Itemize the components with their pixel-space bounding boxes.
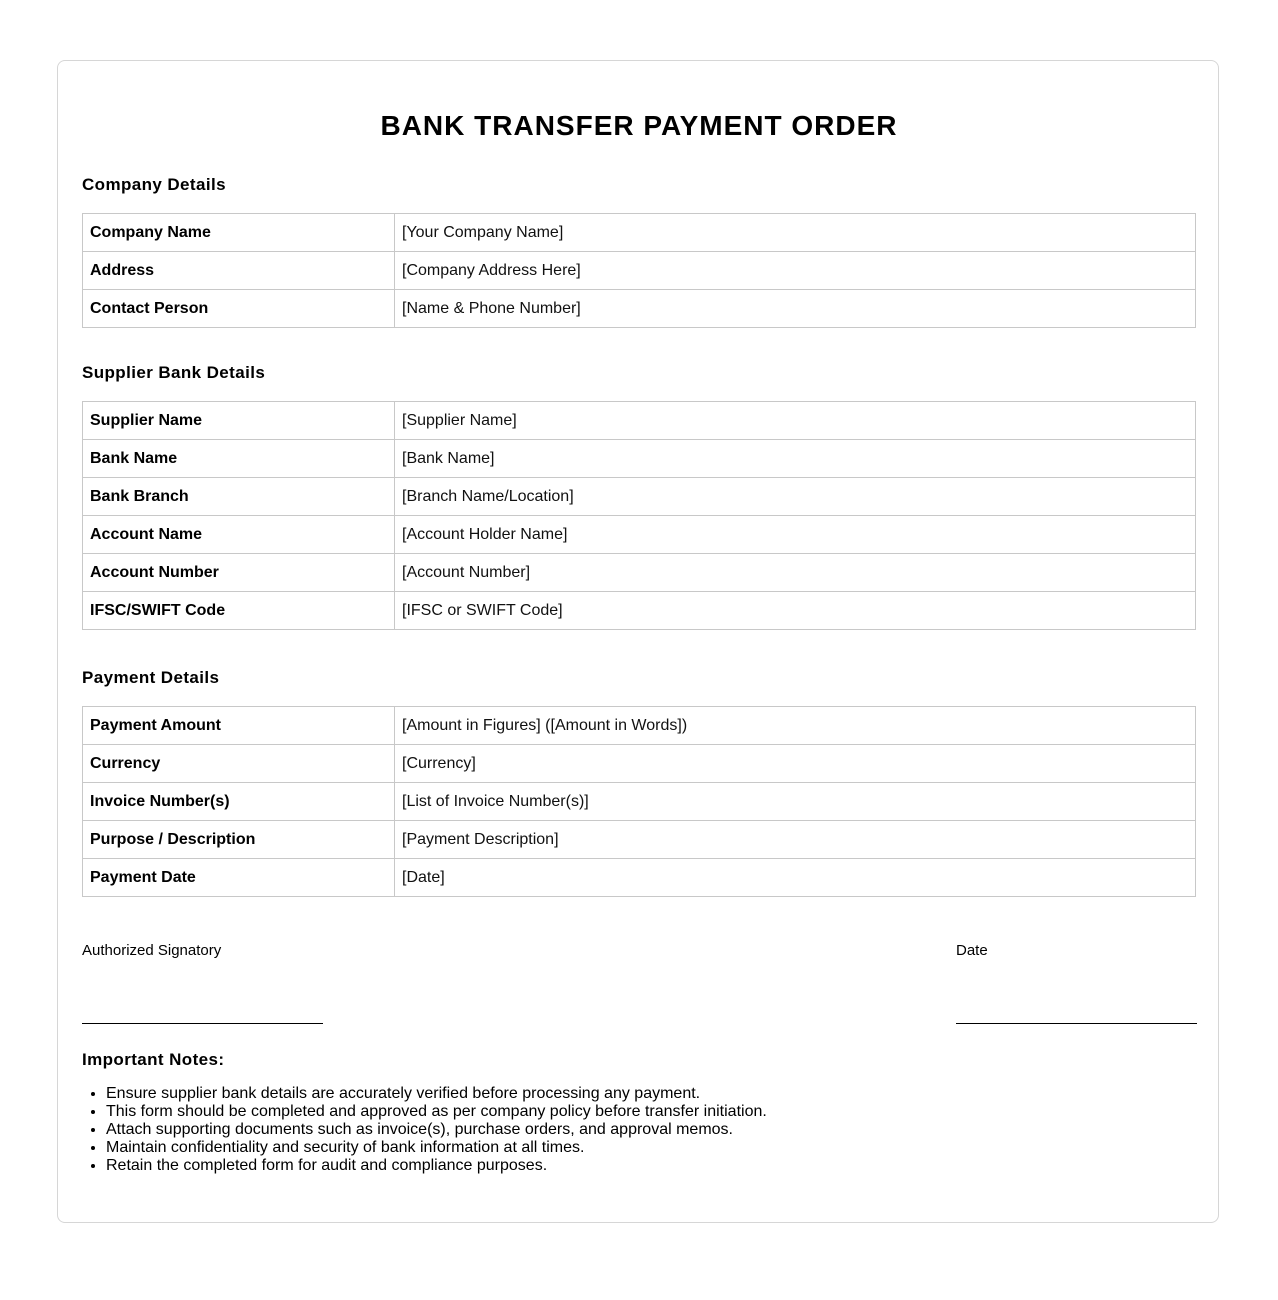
important-notes-heading: Important Notes:	[82, 1050, 225, 1069]
supplier-name-label: Supplier Name	[83, 402, 395, 440]
currency-value: [Currency]	[395, 745, 1196, 783]
payment-amount-value: [Amount in Figures] ([Amount in Words])	[395, 707, 1196, 745]
contact-person-label: Contact Person	[83, 290, 395, 328]
contact-person-value: [Name & Phone Number]	[395, 290, 1196, 328]
table-row	[83, 290, 1196, 328]
supplier-bank-details-heading: Supplier Bank Details	[82, 363, 266, 382]
ifsc-swift-code-label: IFSC/SWIFT Code	[83, 592, 395, 630]
account-number-value: [Account Number]	[395, 554, 1196, 592]
account-name-value: [Account Holder Name]	[395, 516, 1196, 554]
table-row	[83, 821, 1196, 859]
table-row	[83, 214, 1196, 252]
payment-date-label: Payment Date	[83, 859, 395, 897]
table-row	[83, 783, 1196, 821]
purpose-description-value: [Payment Description]	[395, 821, 1196, 859]
table-row	[83, 440, 1196, 478]
list-item: • Retain the completed form for audit and compliance purposes.	[106, 1157, 767, 1175]
bank-branch-value: [Branch Name/Location]	[395, 478, 1196, 516]
list-item: • Maintain confidentiality and security of bank information at all times.	[106, 1139, 767, 1157]
company-details-table	[82, 213, 1196, 328]
table-row	[83, 707, 1196, 745]
important-notes-list	[82, 1085, 767, 1175]
authorized-signatory-label: Authorized Signatory	[82, 942, 222, 959]
list-item: • Attach supporting documents such as invoice(s), purchase orders, and approval memos.	[106, 1121, 767, 1139]
date-line	[956, 1023, 1197, 1024]
address-value: [Company Address Here]	[395, 252, 1196, 290]
signature-line	[82, 1023, 323, 1024]
account-name-label: Account Name	[83, 516, 395, 554]
bank-branch-label: Bank Branch	[83, 478, 395, 516]
purpose-description-label: Purpose / Description	[83, 821, 395, 859]
payment-amount-label: Payment Amount	[83, 707, 395, 745]
invoice-numbers-label: Invoice Number(s)	[83, 783, 395, 821]
invoice-numbers-value: [List of Invoice Number(s)]	[395, 783, 1196, 821]
table-row	[83, 592, 1196, 630]
payment-details-table	[82, 706, 1196, 897]
payment-details-heading: Payment Details	[82, 668, 220, 687]
table-row	[83, 252, 1196, 290]
table-row	[83, 402, 1196, 440]
company-name-label: Company Name	[83, 214, 395, 252]
date-label: Date	[956, 942, 988, 959]
ifsc-swift-code-value: [IFSC or SWIFT Code]	[395, 592, 1196, 630]
table-row	[83, 478, 1196, 516]
bank-name-label: Bank Name	[83, 440, 395, 478]
table-row	[83, 859, 1196, 897]
table-row	[83, 516, 1196, 554]
supplier-bank-details-table	[82, 401, 1196, 630]
list-item: • Ensure supplier bank details are accurately verified before processing any payment.	[106, 1085, 767, 1103]
company-details-heading: Company Details	[82, 175, 226, 194]
bank-name-value: [Bank Name]	[395, 440, 1196, 478]
table-row	[83, 745, 1196, 783]
account-number-label: Account Number	[83, 554, 395, 592]
address-label: Address	[83, 252, 395, 290]
payment-date-value: [Date]	[395, 859, 1196, 897]
currency-label: Currency	[83, 745, 395, 783]
table-row	[83, 554, 1196, 592]
page-title: BANK TRANSFER PAYMENT ORDER	[380, 110, 898, 141]
list-item: • This form should be completed and approved as per company policy before transfer initiation.	[106, 1103, 767, 1121]
supplier-name-value: [Supplier Name]	[395, 402, 1196, 440]
company-name-value: [Your Company Name]	[395, 214, 1196, 252]
